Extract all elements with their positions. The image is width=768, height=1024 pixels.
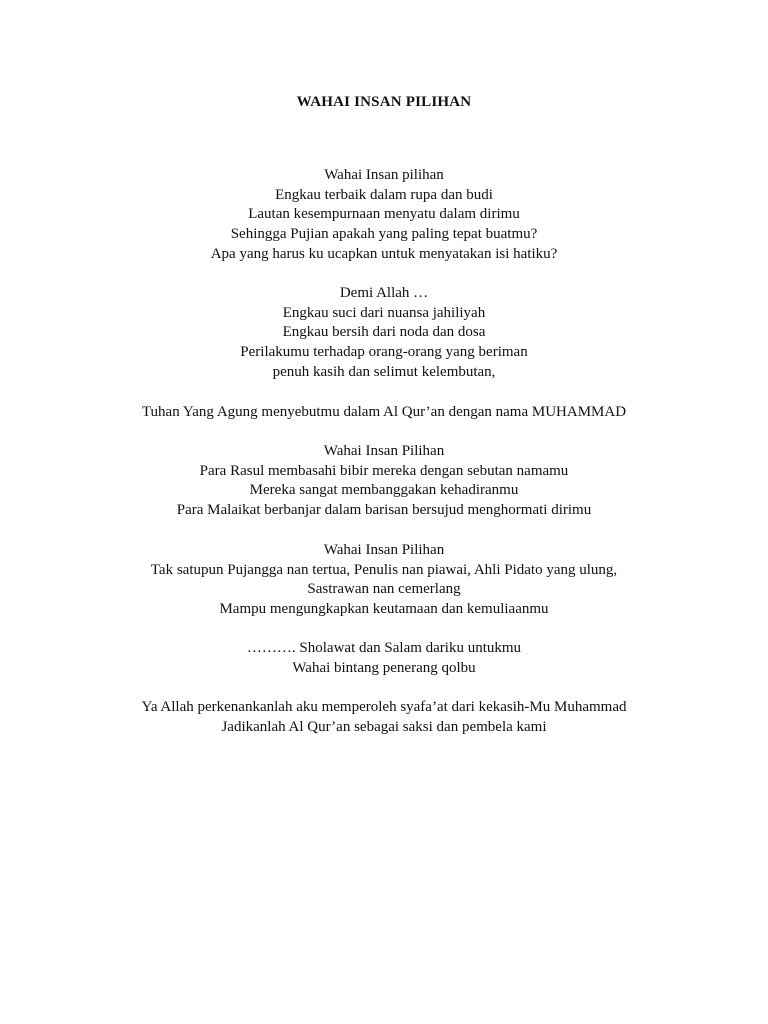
stanza-3 bbox=[0, 403, 768, 423]
poem-title: WAHAI INSAN PILIHAN bbox=[296, 94, 472, 110]
poem-line: Wahai Insan Pilihan bbox=[323, 542, 445, 558]
poem-line: Tak satupun Pujangga nan tertua, Penulis nan piawai, Ahli Pidato yang ulung, bbox=[150, 561, 618, 578]
poem-line: penuh kasih dan selimut kelembutan, bbox=[272, 363, 496, 380]
poem-line: Wahai Insan pilihan bbox=[324, 167, 444, 183]
stanza-5 bbox=[0, 541, 768, 620]
stanza-6 bbox=[0, 639, 768, 678]
poem-line: Jadikanlah Al Qur’an sebagai saksi dan pembela kami bbox=[221, 718, 547, 735]
stanza-7 bbox=[0, 698, 768, 737]
poem-line: Sastrawan nan cemerlang bbox=[307, 581, 461, 598]
poem-line: Engkau bersih dari noda dan dosa bbox=[282, 324, 486, 341]
poem-line: Mereka sangat membanggakan kehadiranmu bbox=[249, 482, 519, 499]
stanza-2 bbox=[0, 284, 768, 383]
poem-line: Para Rasul membasahi bibir mereka dengan sebutan namamu bbox=[199, 462, 569, 479]
poem-line: Engkau terbaik dalam rupa dan budi bbox=[275, 186, 493, 203]
poem-line: ………. Sholawat dan Salam dariku untukmu bbox=[246, 640, 522, 656]
stanza-4 bbox=[0, 442, 768, 521]
poem-line: Perilakumu terhadap orang-orang yang beriman bbox=[240, 344, 528, 361]
poem-line: Engkau suci dari nuansa jahiliyah bbox=[282, 304, 486, 321]
poem-line: Sehingga Pujian apakah yang paling tepat buatmu? bbox=[230, 226, 538, 243]
poem-line: Wahai bintang penerang qolbu bbox=[292, 659, 476, 676]
poem-line: Mampu mengungkapkan keutamaan dan kemuliaanmu bbox=[219, 601, 549, 618]
poem-line: Apa yang harus ku ucapkan untuk menyatakan isi hatiku? bbox=[210, 245, 558, 262]
poem-line: Para Malaikat berbanjar dalam barisan bersujud menghormati dirimu bbox=[176, 502, 592, 519]
poem-line: Wahai Insan Pilihan bbox=[323, 443, 445, 459]
poem-line: Lautan kesempurnaan menyatu dalam dirimu bbox=[248, 206, 520, 223]
poem-line: Tuhan Yang Agung menyebutmu dalam Al Qur’an dengan nama MUHAMMAD bbox=[141, 404, 627, 420]
poem-line: Ya Allah perkenankanlah aku memperoleh syafa’at dari kekasih-Mu Muhammad bbox=[141, 699, 627, 715]
poem-line: Demi Allah … bbox=[339, 285, 429, 301]
stanza-1 bbox=[0, 166, 768, 265]
